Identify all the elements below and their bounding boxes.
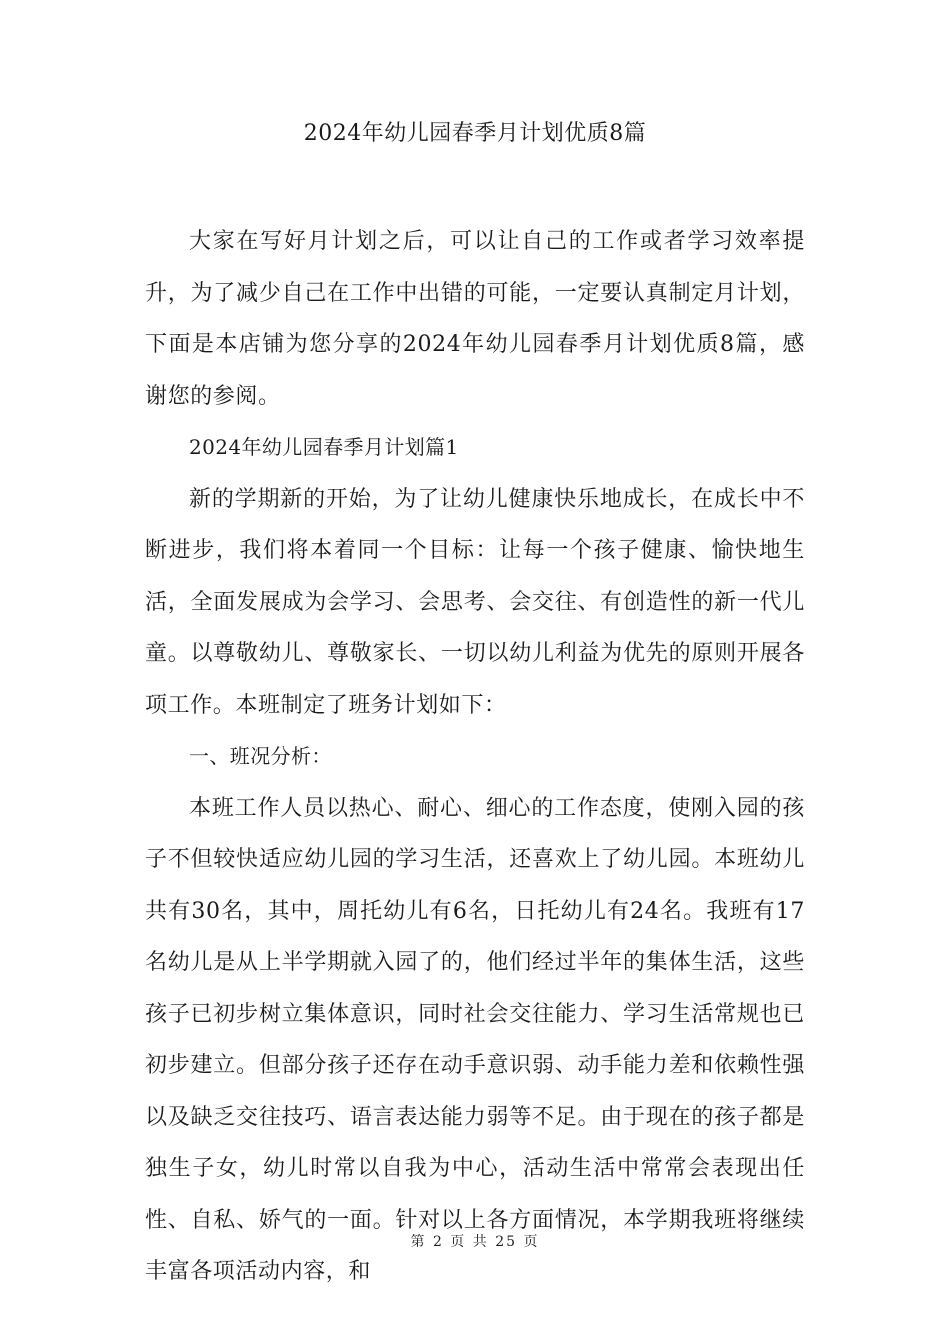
- section-paragraph-1: 新的学期新的开始，为了让幼儿健康快乐地成长，在成长中不断进步，我们将本着同一个目标：让每一个孩子健康、愉快地生活，全面发展成为会学习、会思考、会交往、有创造性的新一代儿童。以尊敬幼儿、尊敬家长、一切以幼儿利益为优先的原则开展各项工作。本班制定了班务计划如下：: [145, 486, 805, 718]
- document-body: [145, 216, 805, 1298]
- section-title: 2024年幼儿园春季月计划篇1: [189, 435, 459, 459]
- page-footer: 第 2 页 共 25 页: [410, 1234, 540, 1250]
- document-title: 2024年幼儿园春季月计划优质8篇: [303, 121, 647, 146]
- section-paragraph-2: 本班工作人员以热心、耐心、细心的工作态度，使刚入园的孩子不但较快适应幼儿园的学习生活，还喜欢上了幼儿园。本班幼儿共有30名，其中，周托幼儿有6名，日托幼儿有24名。我班有17名幼儿是从上半学期就入园了的，他们经过半年的集体生活，这些孩子已初步树立集体意识，同时社会交往能力、学习生活常规也已初步建立。但部分孩子还存在动手意识弱、动手能力差和依赖性强以及缺乏交往技巧、语言表达能力弱等不足。由于现在的孩子都是独生子女，幼儿时常以自我为中心，活动生活中常常会表现出任性、自私、娇气的一面。针对以上各方面情况，本学期我班将继续丰富各项活动内容，和: [145, 795, 805, 1284]
- subheading-class-analysis: 一、班况分析：: [189, 744, 332, 768]
- intro-paragraph: 大家在写好月计划之后，可以让自己的工作或者学习效率提升，为了减少自己在工作中出错的可能，一定要认真制定月计划，下面是本店铺为您分享的2024年幼儿园春季月计划优质8篇，感谢您的参阅。: [145, 229, 805, 409]
